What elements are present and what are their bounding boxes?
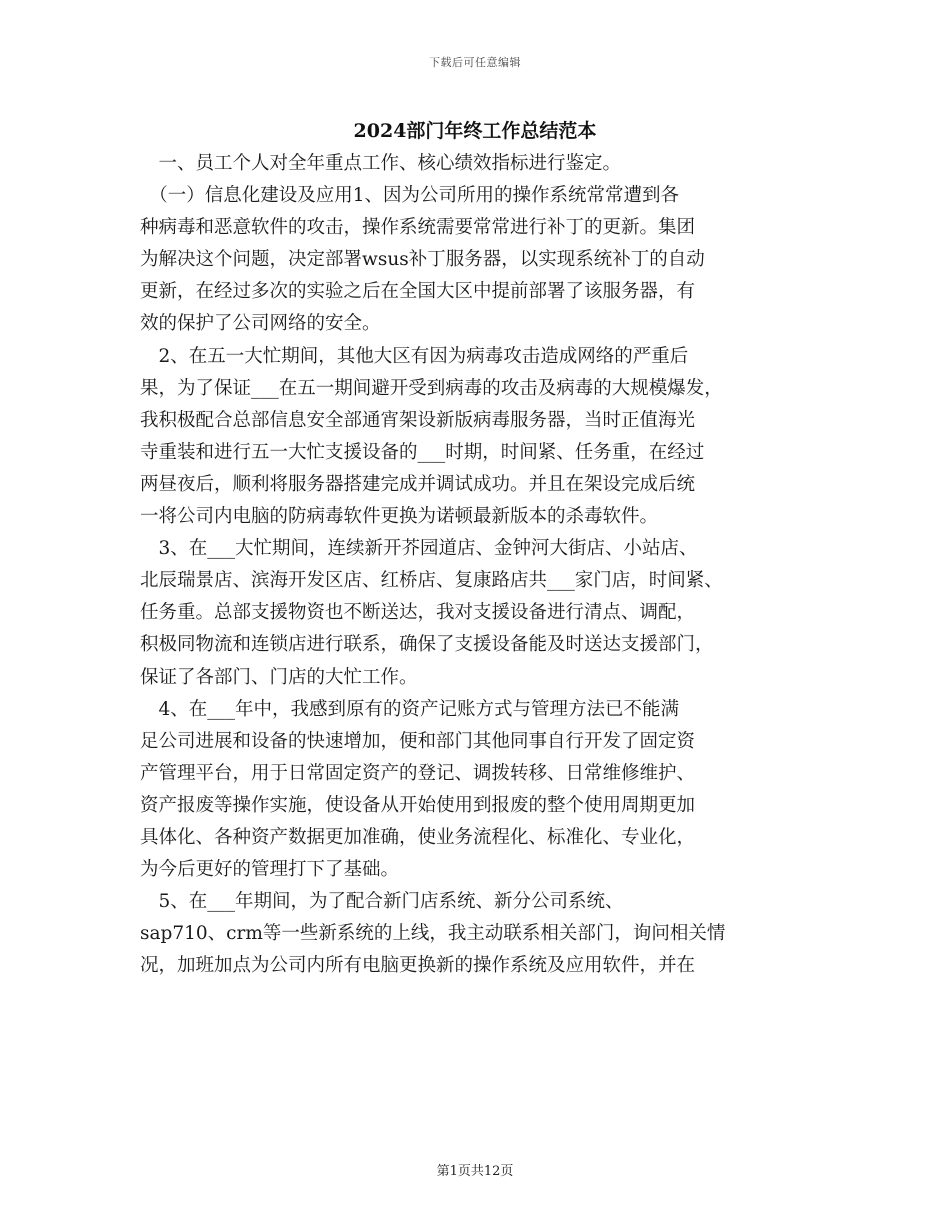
body-line: 5、在___年期间，为了配合新门店系统、新分公司系统、 <box>140 891 624 913</box>
body-line: 况，加班加点为公司内所有电脑更换新的操作系统及应用软件，并在 <box>140 955 696 977</box>
body-line: 积极同物流和连锁店进行联系，确保了支援设备能及时送达支援部门， <box>140 634 714 656</box>
page-header: 下载后可任意编辑 <box>429 56 521 69</box>
body-line: 保证了各部门、门店的大忙工作。 <box>140 666 418 688</box>
body-line: 一将公司内电脑的防病毒软件更换为诺顿最新版本的杀毒软件。 <box>140 506 659 528</box>
body-line: 3、在___大忙期间，连续新开芥园道店、金钟河大街店、小站店、 <box>140 538 698 560</box>
body-line: 为今后更好的管理打下了基础。 <box>140 859 400 881</box>
body-line: 更新，在经过多次的实验之后在全国大区中提前部署了该服务器，有 <box>140 281 696 303</box>
body-line: 2、在五一大忙期间，其他大区有因为病毒攻击造成网络的严重后 <box>140 345 689 367</box>
document-title: 2024部门年终工作总结范本 <box>353 120 597 142</box>
body-line: 足公司进展和设备的快速增加，便和部门其他同事自行开发了固定资 <box>140 730 696 752</box>
body-line: sap710、crm等一些新系统的上线，我主动联系相关部门，询问相关情 <box>140 923 726 945</box>
document-body <box>140 148 820 982</box>
body-line: （一）信息化建设及应用1、因为公司所用的操作系统常常遭到各 <box>140 185 680 207</box>
body-line: 一、员工个人对全年重点工作、核心绩效指标进行鉴定。 <box>140 153 622 174</box>
body-line: 两昼夜后，顺利将服务器搭建完成并调试成功。并且在架设完成后统 <box>140 473 696 495</box>
body-line: 具体化、各种资产数据更加准确，使业务流程化、标准化、专业化， <box>140 826 696 848</box>
body-line: 4、在___年中，我感到原有的资产记账方式与管理方法已不能满 <box>140 698 680 720</box>
body-line: 为解决这个问题，决定部署wsus补丁服务器，以实现系统补丁的自动 <box>140 249 705 271</box>
body-line: 种病毒和恶意软件的攻击，操作系统需要常常进行补丁的更新。集团 <box>140 217 696 239</box>
body-line: 寺重装和进行五一大忙支援设备的___时期，时间紧、任务重，在经过 <box>140 441 705 463</box>
body-line: 果，为了保证___在五一期间避开受到病毒的攻击及病毒的大规模爆发， <box>140 377 723 399</box>
body-line: 我积极配合总部信息安全部通宵架设新版病毒服务器，当时正值海光 <box>140 409 696 431</box>
body-line: 任务重。总部支援物资也不断送达，我对支援设备进行清点、调配， <box>140 602 696 624</box>
body-line: 效的保护了公司网络的安全。 <box>140 313 381 335</box>
body-line: 资产报废等操作实施，使设备从开始使用到报废的整个使用周期更加 <box>140 794 696 816</box>
body-line: 产管理平台，用于日常固定资产的登记、调拨转移、日常维修维护、 <box>140 762 696 784</box>
page-footer: 第1页共12页 <box>436 1164 514 1179</box>
body-line: 北辰瑞景店、滨海开发区店、红桥店、复康路店共___家门店，时间紧、 <box>140 570 723 592</box>
